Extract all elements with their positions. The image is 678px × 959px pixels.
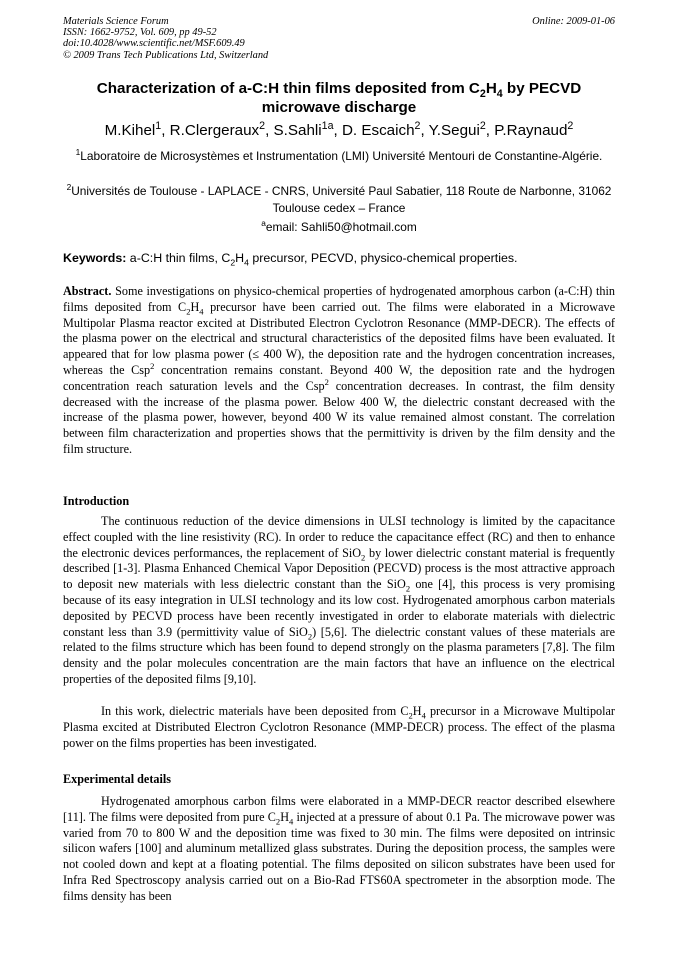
title-part1: Characterization of a-C:H thin films deposited from C: [96, 80, 480, 97]
journal-name: Materials Science Forum: [63, 16, 169, 27]
issn-line: ISSN: 1662-9752, Vol. 609, pp 49-52: [63, 27, 217, 39]
abstract: [63, 284, 615, 458]
email-text[interactable]: email: Sahli50@hotmail.com: [265, 220, 417, 234]
abstract-text: Some investigations on physico-chemical properties of hydrogenated amorphous carbon (a-C:H) thin films deposited from C: [63, 284, 615, 314]
email-mark: a: [261, 218, 266, 229]
keywords-text: H: [235, 251, 245, 265]
keywords: [63, 250, 623, 267]
affiliation-text: Universités de Toulouse - LAPLACE - CNRS, Université Paul Sabatier, 118 Route de Narbonne, 31062 Toulouse cedex – France: [71, 184, 612, 215]
author-name: R.Clergeraux: [169, 122, 260, 139]
subscript: 2: [361, 552, 366, 563]
introduction-paragraph-1: [63, 514, 615, 688]
keywords-text: a-C:H thin films, C: [126, 251, 231, 265]
section-heading-experimental: Experimental details: [63, 772, 171, 786]
experimental-paragraph-1: [63, 794, 615, 905]
subscript: 2: [275, 816, 281, 827]
author-affiliation-mark: 2: [414, 119, 421, 132]
author-name: M.Kihel: [104, 122, 156, 139]
body-text: one [4], this process is very promising because of its easy integration in ULSI technology and its low cost. Hydrogenated amorphous carbon materials deposited by PECVD process have been recently investigated in order to elaborate materials with dielectric constant less than 3.9 (permittivity value of SiO: [63, 577, 615, 639]
body-text: Hydrogenated amorphous carbon films were elaborated in a MMP-DECR reactor described elsewhere [11]. The films were deposited from pure C: [63, 794, 615, 824]
body-text: In this work, dielectric materials have been deposited from C: [101, 704, 409, 718]
introduction-paragraph-2: [63, 704, 615, 751]
title-sub2: 4: [496, 88, 503, 101]
body-text: The continuous reduction of the device dimensions in ULSI technology is limited by the capacitance effect coupled with the line resistivity (RC). In order to reduce the capacitance effect (RC) and then to enhance the electronic devices performances, the replacement of SiO: [63, 514, 615, 560]
affiliation-mark: 2: [66, 182, 72, 193]
body-text: by lower dielectric constant material is frequently described [1-3]. Plasma Enhanced Chemical Vapor Deposition (PECVD) process is the most attractive approach to deposit new materials with less dielectric constant than the SiO: [63, 545, 615, 592]
body-text: H: [412, 704, 422, 718]
keywords-label: Keywords:: [63, 251, 127, 265]
title-mid: H: [485, 80, 497, 97]
author-list: M.Kihel$^1$, R.Clergeraux$^2$, S.Sahli$^{1a}$, D. Escaich$^2$, Y.Segui$^2$, P.Raynaud$^2$: [104, 119, 574, 139]
title-sub1: 2: [479, 88, 486, 101]
abstract-text: concentration remains constant. Beyond 400 W, the deposition rate and the hydrogen concentration reach saturation levels and the Csp: [63, 362, 616, 393]
journal-header: [63, 16, 268, 61]
subscript: 2: [408, 710, 413, 721]
author-affiliation-mark: 2: [479, 119, 486, 132]
subscript: 2: [230, 257, 236, 268]
superscript: 2: [150, 360, 155, 371]
doi-line[interactable]: doi:10.4028/www.scientific.net/MSF.609.49: [63, 38, 245, 50]
online-date: Online: 2009-01-06: [532, 16, 615, 27]
author-affiliation-mark: 1a: [321, 119, 334, 132]
affiliation-mark: 1: [75, 147, 81, 158]
affiliation-text: Laboratoire de Microsystèmes et Instrumentation (LMI) Université Mentouri de Constantine-Algérie.: [80, 149, 603, 163]
author-name: P.Raynaud: [494, 122, 568, 139]
author-name: S.Sahli: [273, 122, 322, 139]
corresponding-email: [63, 219, 615, 236]
body-text: ) [5,6]. The dielectric constant values of these materials are related to the films structure which has been found to depend strongly on the plasma parameters [7,8]. The film density and the polar molecules concentration are the main factors that have an influence on the electrical properties of the deposited films [9,10].: [63, 624, 615, 686]
author-affiliation-mark: 2: [259, 119, 266, 132]
body-text: H: [280, 809, 289, 824]
affiliation-1: [63, 148, 615, 165]
body-text: injected at a pressure of about 0.1 Pa. The microwave power was varied from 70 to 800 W and the deposition time was fixed to 30 min. The films were deposited on intrinsic silicon wafers [100] and aluminum metallized glass substrates. During the deposition process, the samples were not cooled down and kept at a floating potential. The films deposited on silicon substrates have been used for Infra Red Spectroscopy analysis carried out on a Bio-Rad FTS60A spectrometer in the absorption mode. The films density has been: [63, 809, 615, 903]
keywords-text: precursor, PECVD, physico-chemical properties.: [248, 251, 518, 265]
author-affiliation-mark: 1: [155, 119, 162, 132]
abstract-label: Abstract.: [63, 284, 112, 298]
subscript: 4: [199, 306, 204, 317]
abstract-text: concentration decreases. In contrast, the film density decreased with the increase of the plasma power. Below 400 W, the dielectric constant decreased with the increase of the plasma power, however, beyond 400 W its value remained almost constant. The correlation between film characterization and properties shows that the permittivity is driven by the film density and the film structure.: [63, 378, 615, 456]
affiliation-2: [63, 183, 615, 217]
section-heading-introduction: Introduction: [63, 494, 130, 508]
subscript: 2: [307, 631, 313, 642]
copyright-line: © 2009 Trans Tech Publications Ltd, Switzerland: [63, 49, 269, 61]
subscript: 4: [244, 257, 249, 268]
abstract-text: H: [190, 299, 200, 314]
subscript: 2: [405, 583, 411, 594]
author-name: Y.Segui: [428, 122, 480, 139]
abstract-text: precursor have been carried out. The films were elaborated in a Microwave Multipolar Plasma reactor excited at Distributed Electron Cyclotron Resonance (MMP-DECR). The effects of the plasma power on the electrical and structural characteristics of the deposited films have been evaluated. It appeared that for low plasma power (≤ 400 W), the deposition rate and the hydrogen concentration increases, whereas the Csp: [63, 299, 615, 377]
body-text: precursor in a Microwave Multipolar Plasma excited at Distributed Electron Cyclotron Resonance (MMP-DECR) process. The effect of the plasma power on the films properties has been investigated.: [63, 704, 615, 750]
subscript: 2: [186, 306, 191, 317]
author-name: D. Escaich: [341, 122, 415, 139]
author-affiliation-mark: 2: [567, 119, 574, 132]
subscript: 4: [421, 710, 426, 721]
title-part2: by PECVD microwave discharge: [261, 80, 582, 116]
subscript: 4: [289, 816, 294, 827]
superscript: 2: [324, 376, 329, 387]
paper-title: [63, 79, 615, 117]
